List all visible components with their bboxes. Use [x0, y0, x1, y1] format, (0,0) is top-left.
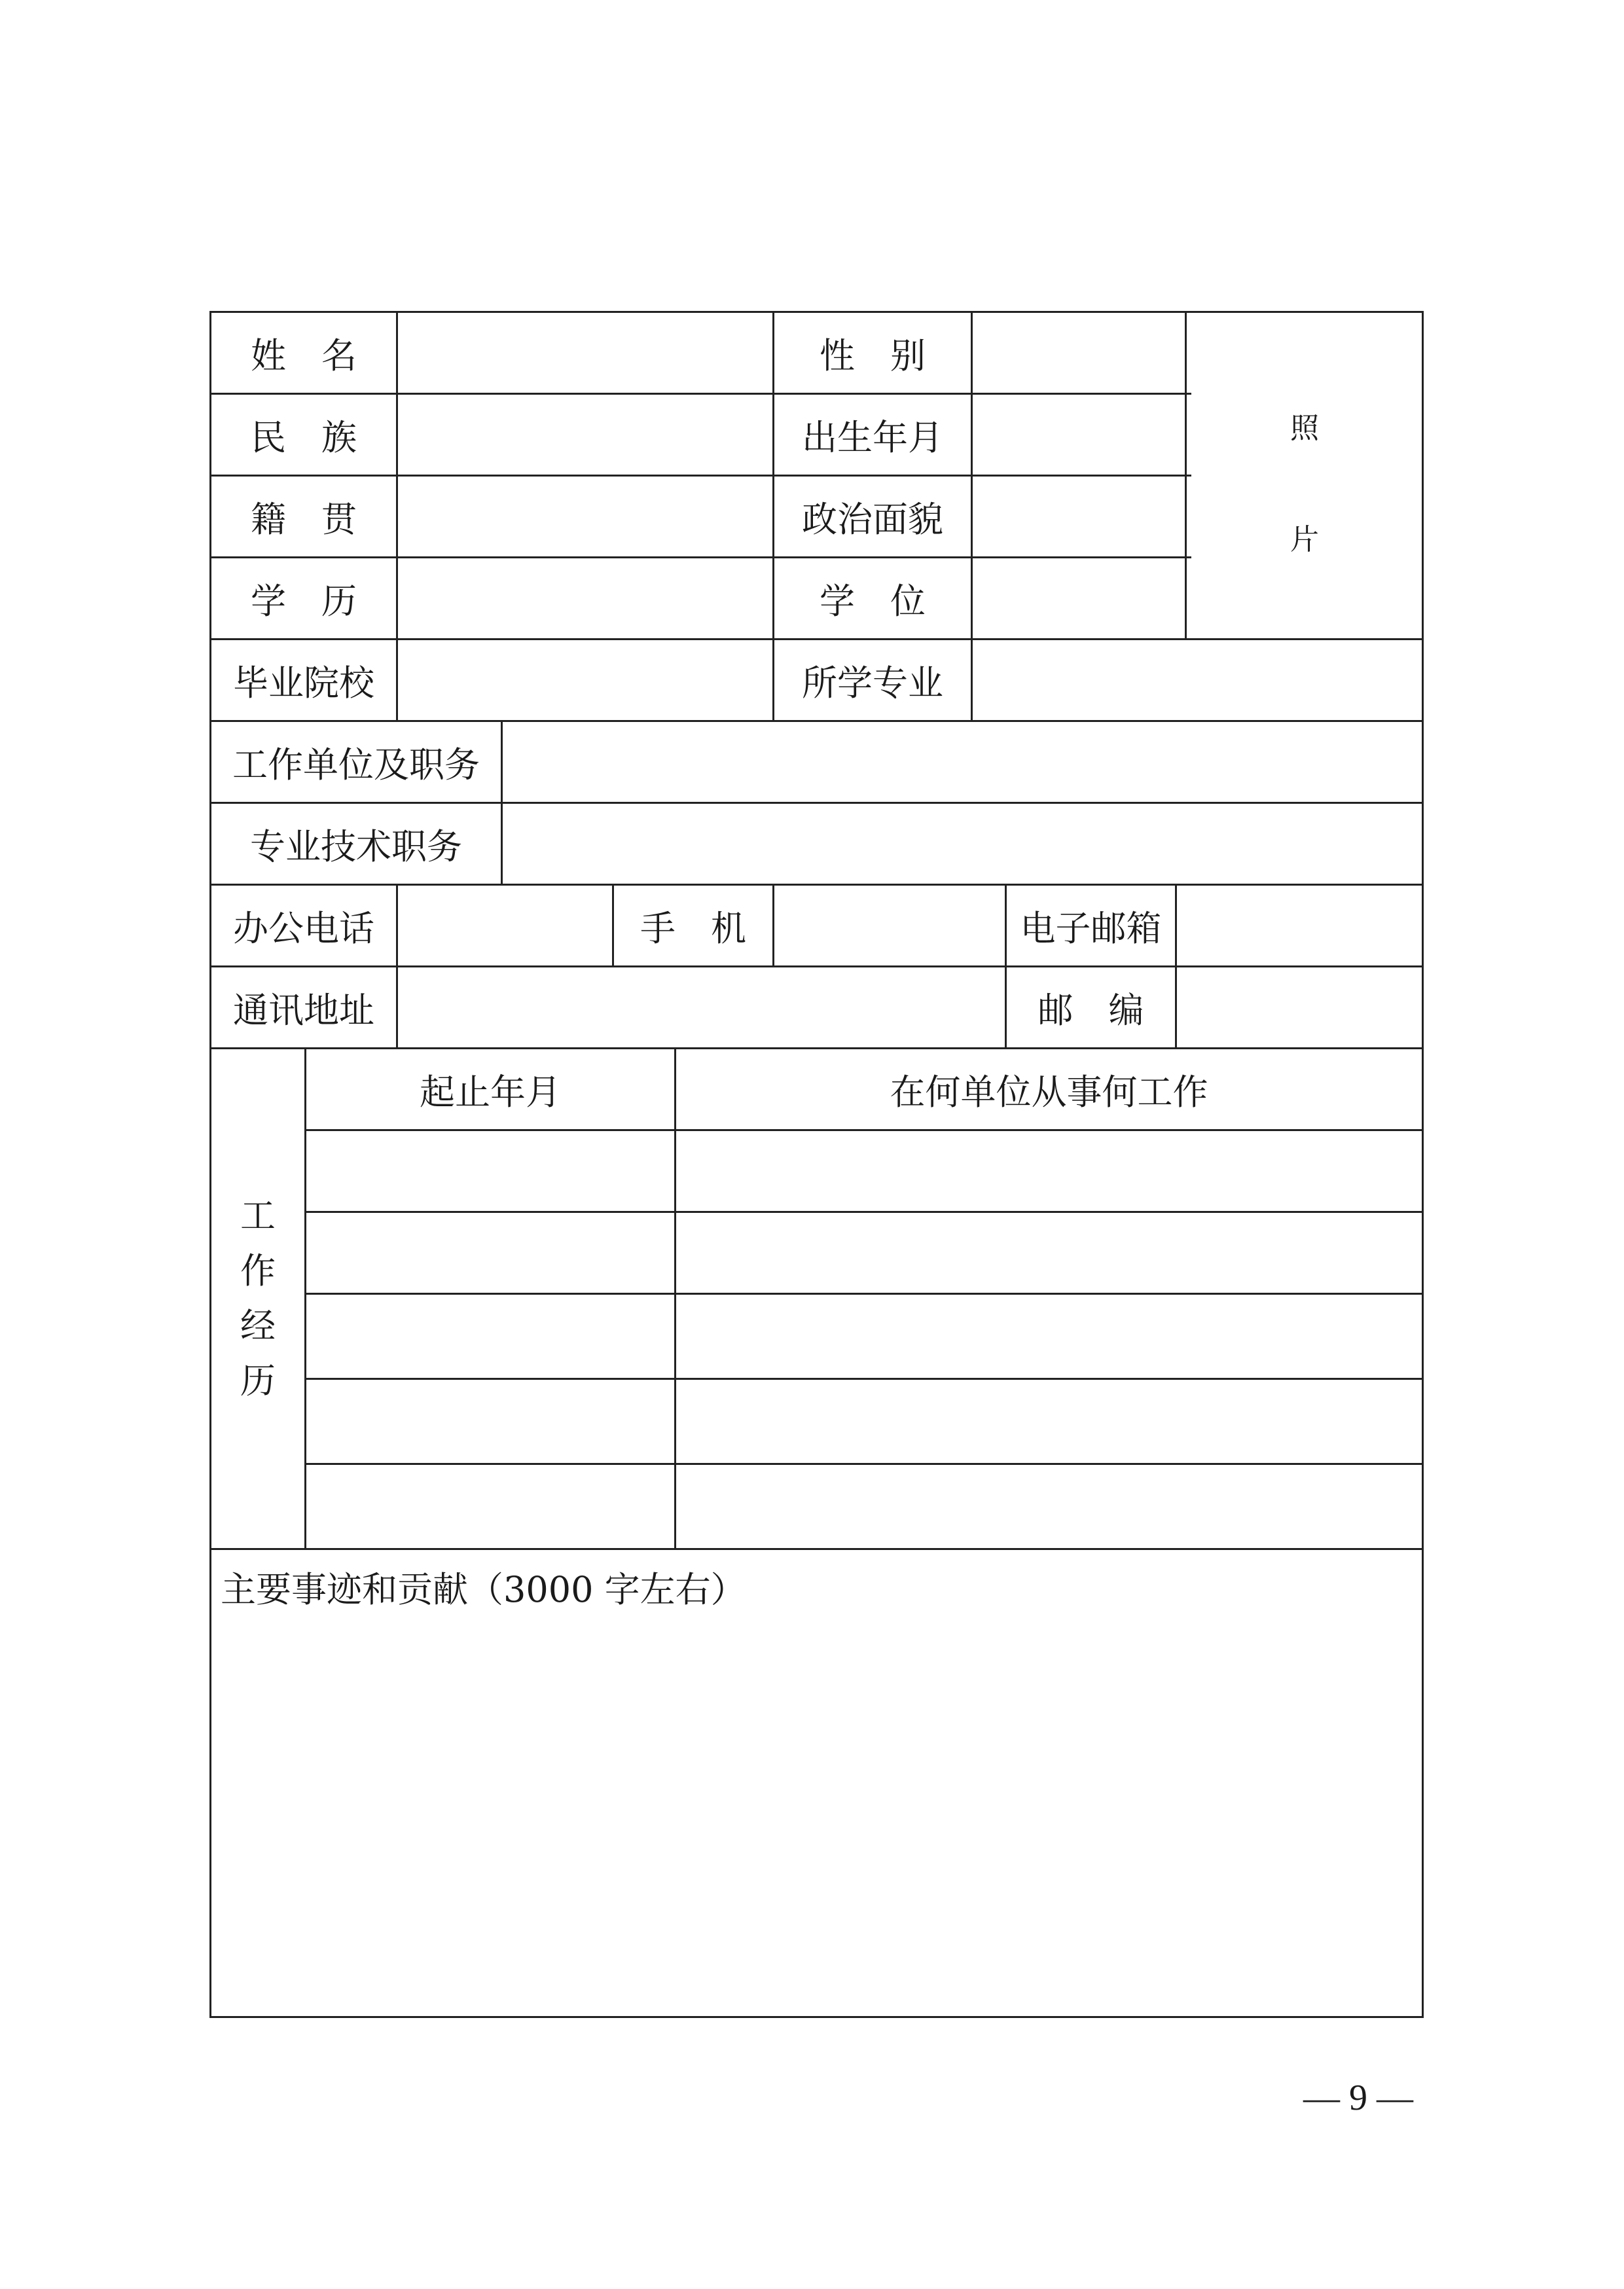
postcode-field[interactable] — [1177, 967, 1422, 1047]
achievements-section[interactable] — [211, 1550, 1422, 2016]
name-label: 姓 名 — [251, 334, 357, 376]
rule — [1422, 311, 1424, 2018]
history-period-field[interactable] — [306, 1465, 674, 1548]
ethnicity-label: 民 族 — [251, 416, 357, 458]
employer-field[interactable] — [503, 722, 1422, 802]
postcode-label: 邮 编 — [1038, 989, 1144, 1031]
work-history-char: 经 — [240, 1305, 276, 1346]
name-field[interactable] — [398, 313, 772, 393]
history-period-field[interactable] — [306, 1131, 674, 1211]
history-period-field[interactable] — [306, 1213, 674, 1293]
gender-label: 性 别 — [820, 334, 926, 376]
work-history-char: 工 — [240, 1195, 276, 1236]
history-period-field[interactable] — [306, 1295, 674, 1378]
photo-label-char: 片 — [1290, 523, 1319, 556]
history-period-field[interactable] — [306, 1380, 674, 1463]
title-label: 专业技术职务 — [250, 825, 462, 867]
work-history-label — [211, 1049, 304, 1548]
email-field[interactable] — [1177, 886, 1422, 965]
employer-label: 工作单位及职务 — [232, 744, 480, 785]
office-phone-label: 办公电话 — [233, 907, 374, 949]
work-history-char: 历 — [240, 1360, 276, 1401]
degree-label: 学 位 — [820, 580, 926, 622]
rule — [209, 2016, 1424, 2018]
period-column-header: 起止年月 — [420, 1071, 561, 1113]
page-number: — 9 — — [1303, 2078, 1413, 2118]
office-phone-field[interactable] — [398, 886, 612, 965]
political-label: 政治面貌 — [802, 498, 943, 540]
mobile-label: 手 机 — [640, 907, 746, 949]
gender-field[interactable] — [973, 313, 1185, 393]
birth-label: 出生年月 — [802, 416, 943, 458]
address-field[interactable] — [398, 967, 1005, 1047]
history-unit-field[interactable] — [676, 1380, 1422, 1463]
history-unit-field[interactable] — [676, 1131, 1422, 1211]
history-unit-field[interactable] — [676, 1465, 1422, 1548]
history-unit-field[interactable] — [676, 1295, 1422, 1378]
title-field[interactable] — [503, 804, 1422, 884]
school-field[interactable] — [398, 640, 772, 720]
work-history-char: 作 — [240, 1250, 276, 1291]
native-place-field[interactable] — [398, 477, 772, 556]
history-unit-field[interactable] — [676, 1213, 1422, 1293]
address-label: 通讯地址 — [233, 989, 374, 1031]
native-place-label: 籍 贯 — [251, 498, 357, 540]
achievements-label: 主要事迹和贡献（3000 字左右） — [221, 1569, 746, 1610]
photo-label-char: 照 — [1290, 412, 1319, 445]
school-label: 毕业院校 — [233, 662, 374, 704]
major-field[interactable] — [973, 640, 1422, 720]
major-label: 所学专业 — [802, 662, 943, 704]
email-label: 电子邮箱 — [1020, 907, 1162, 949]
education-field[interactable] — [398, 558, 772, 638]
education-label: 学 历 — [251, 580, 357, 622]
degree-field[interactable] — [973, 558, 1185, 638]
photo-box[interactable] — [1187, 313, 1422, 638]
ethnicity-field[interactable] — [398, 395, 772, 475]
mobile-field[interactable] — [774, 886, 1005, 965]
political-field[interactable] — [973, 477, 1185, 556]
unit-column-header: 在何单位从事何工作 — [890, 1071, 1208, 1113]
birth-field[interactable] — [973, 395, 1185, 475]
